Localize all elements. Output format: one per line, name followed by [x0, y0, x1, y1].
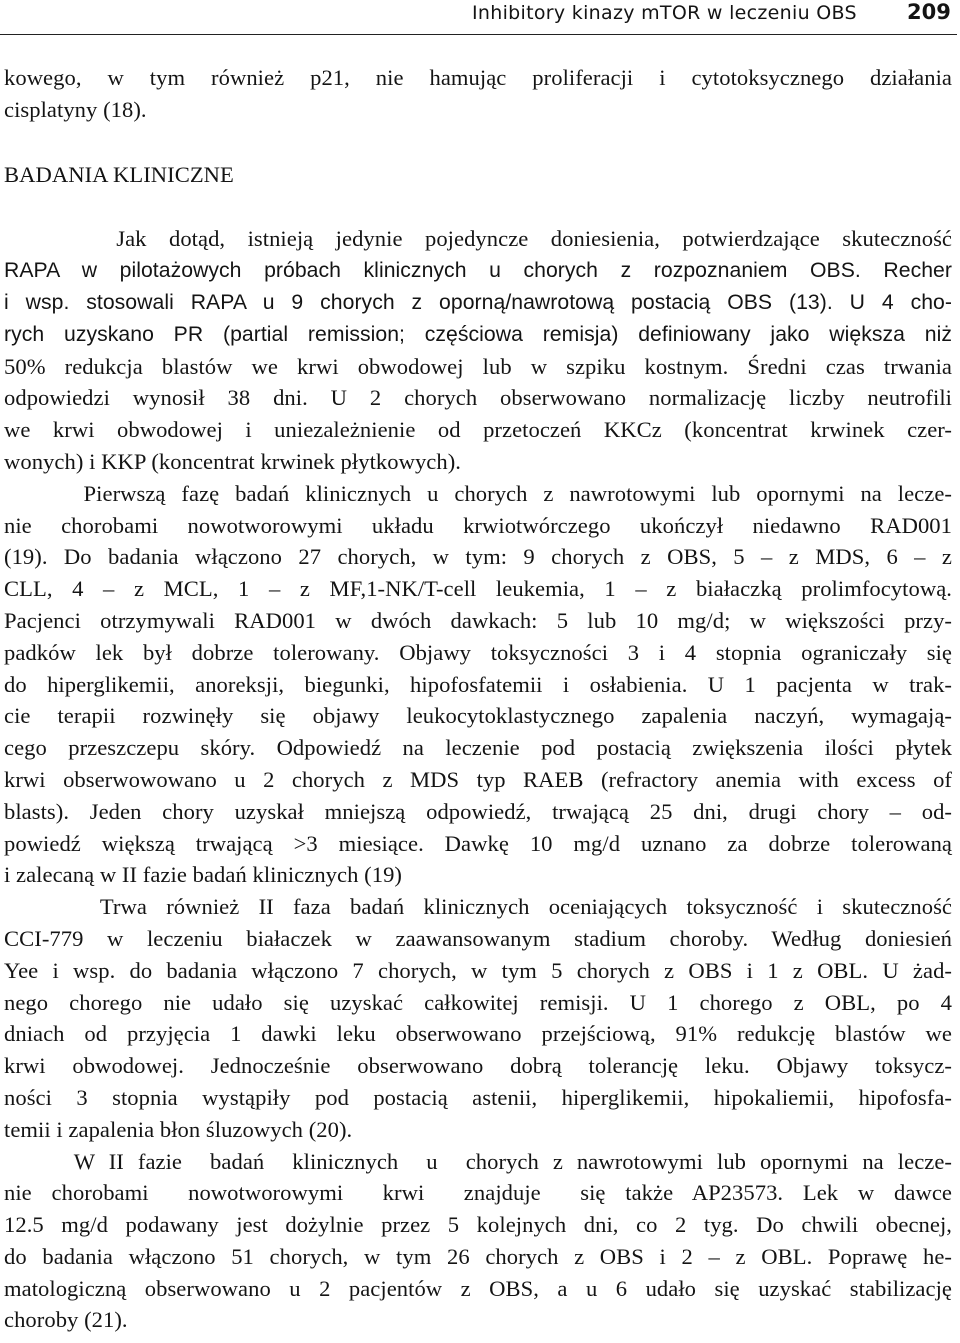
spacer — [4, 126, 952, 159]
text-line: temii i zapalenia błon śluzowych (20). — [4, 1116, 353, 1142]
spacer — [4, 190, 952, 223]
text-line: Pacjenci otrzymywali RAD001 w dwóch dawkach: 5 lub 10 mg/d; w większości przy- — [4, 607, 952, 633]
text-line: kowego, w tym również p21, nie hamując proliferacji i cytotoksycznego działania — [4, 65, 952, 90]
text-line: (19). Do badania włączono 27 chorych, w tym: 9 chorych z OBS, 5 – z MDS, 6 – z — [4, 544, 952, 570]
text-line: RAPA w pilotażowych próbach klinicznych u chorych z rozpoznaniem OBS. Recher — [4, 259, 952, 283]
section-heading: BADANIA KLINICZNE — [4, 161, 234, 187]
running-header — [0, 0, 960, 40]
text-line: CLL, 4 – z MCL, 1 – z MF,1-NK/T-cell leukemia, 1 – z białaczką prolimfocytową. — [4, 576, 952, 602]
text-line: do hiperglikemii, anoreksji, biegunki, hipofosfatemii i osłabienia. U 1 pacjenta w trak- — [4, 671, 952, 697]
text-line: padków lek był dobrze tolerowany. Objawy toksyczności 3 i 4 stopnia ograniczały się — [4, 639, 952, 665]
text-line: krwi obserwowowano u 2 chorych z MDS typ RAEB (refractory anemia with excess of — [4, 766, 952, 792]
text-line: blasts). Jeden chory uzyskał mniejszą odpowiedź, trwającą 25 dni, drugi chory – od- — [4, 798, 952, 824]
text-line: matologiczną obserwowano u 2 pacjentów z OBS, a u 6 udało się uzyskać stabilizację — [4, 1275, 952, 1301]
text-line: i wsp. stosowali RAPA u 9 chorych z oporną/nawrotową postacią OBS (13). U 4 cho- — [4, 290, 952, 314]
text-line: powiedź większą trwającą >3 miesiące. Dawkę 10 mg/d uznano za dobrze tolerowaną — [4, 830, 952, 856]
text-line: ności 3 stopnia wystąpiły pod postacią astenii, hiperglikemii, hipokaliemii, hipofosfa- — [4, 1084, 952, 1110]
header-rule — [0, 34, 957, 35]
text-line: CCI-779 w leczeniu białaczek w zaawansowanym stadium choroby. Według doniesień — [4, 925, 952, 951]
intro-paragraph — [4, 62, 952, 126]
text-line: nie chorobami nowotworowymi układu krwiotwórczego ukończył niedawno RAD001 — [4, 512, 952, 538]
text-line: Trwa również II faza badań klinicznych oceniających toksyczność i skuteczność — [4, 894, 952, 920]
text-line: wonych) i KKP (koncentrat krwinek płytkowych). — [4, 448, 461, 474]
text-line: i zalecaną w II fazie badań klinicznych (19) — [4, 862, 402, 888]
paragraph-cci779 — [4, 891, 952, 1145]
text-line: cisplatyny (18). — [4, 96, 147, 122]
text-line: dniach od przyjęcia 1 dawki leku obserwowano przejściową, 91% redukcję blastów we — [4, 1021, 952, 1047]
paragraph-recher — [4, 223, 952, 477]
text-line: Jak dotąd, istnieją jedynie pojedyncze doniesienia, potwierdzające skuteczność — [4, 226, 952, 252]
page-number: 209 — [907, 0, 951, 24]
text-line: cie terapii rozwinęły się objawy leukocytoklastycznego zapalenia naczyń, wymagają- — [4, 703, 952, 729]
text-line: krwi obwodowej. Jednocześnie obserwowano dobrą tolerancję leku. Objawy toksycz- — [4, 1053, 952, 1079]
text-line: nie chorobami nowotworowymi krwi znajduje się także AP23573. Lek w dawce — [4, 1180, 952, 1206]
paragraph-ap23573 — [4, 1146, 952, 1337]
text-line: rych uzyskano PR (partial remission; częściowa remisja) definiowany jako większa niż — [4, 322, 952, 346]
text-line: odpowiedzi wynosił 38 dni. U 2 chorych obserwowano normalizację liczby neutrofili — [4, 385, 952, 411]
running-title: Inhibitory kinazy mTOR w leczeniu OBS — [472, 2, 857, 24]
text-line: we krwi obwodowej i uniezależnienie od przetoczeń KKCz (koncentrat krwinek czer- — [4, 417, 952, 443]
text-line: do badania włączono 51 chorych, w tym 26 chorych z OBS i 2 – z OBL. Poprawę he- — [4, 1243, 952, 1269]
article-body — [4, 62, 952, 1336]
text-line: Pierwszą fazę badań klinicznych u chorych z nawrotowymi lub opornymi na lecze- — [4, 480, 952, 506]
text-line: cego przeszczepu skóry. Odpowiedź na leczenie pod postacią zwiększenia ilości płytek — [4, 735, 952, 761]
text-line: nego chorego nie udało się uzyskać całkowitej remisji. U 1 chorego z OBL, po 4 — [4, 989, 952, 1015]
text-line: choroby (21). — [4, 1307, 128, 1333]
text-line: W II fazie badań klinicznych u chorych z nawrotowymi lub opornymi na lecze- — [4, 1148, 952, 1174]
text-line: 12.5 mg/d podawany jest dożylnie przez 5 kolejnych dni, co 2 tyg. Do chwili obecnej, — [4, 1212, 952, 1238]
paragraph-rad001 — [4, 478, 952, 891]
text-line: Yee i wsp. do badania włączono 7 chorych, w tym 5 chorych z OBS i 1 z OBL. U żad- — [4, 957, 952, 983]
text-line: 50% redukcja blastów we krwi obwodowej lub w szpiku kostnym. Średni czas trwania — [4, 353, 952, 379]
